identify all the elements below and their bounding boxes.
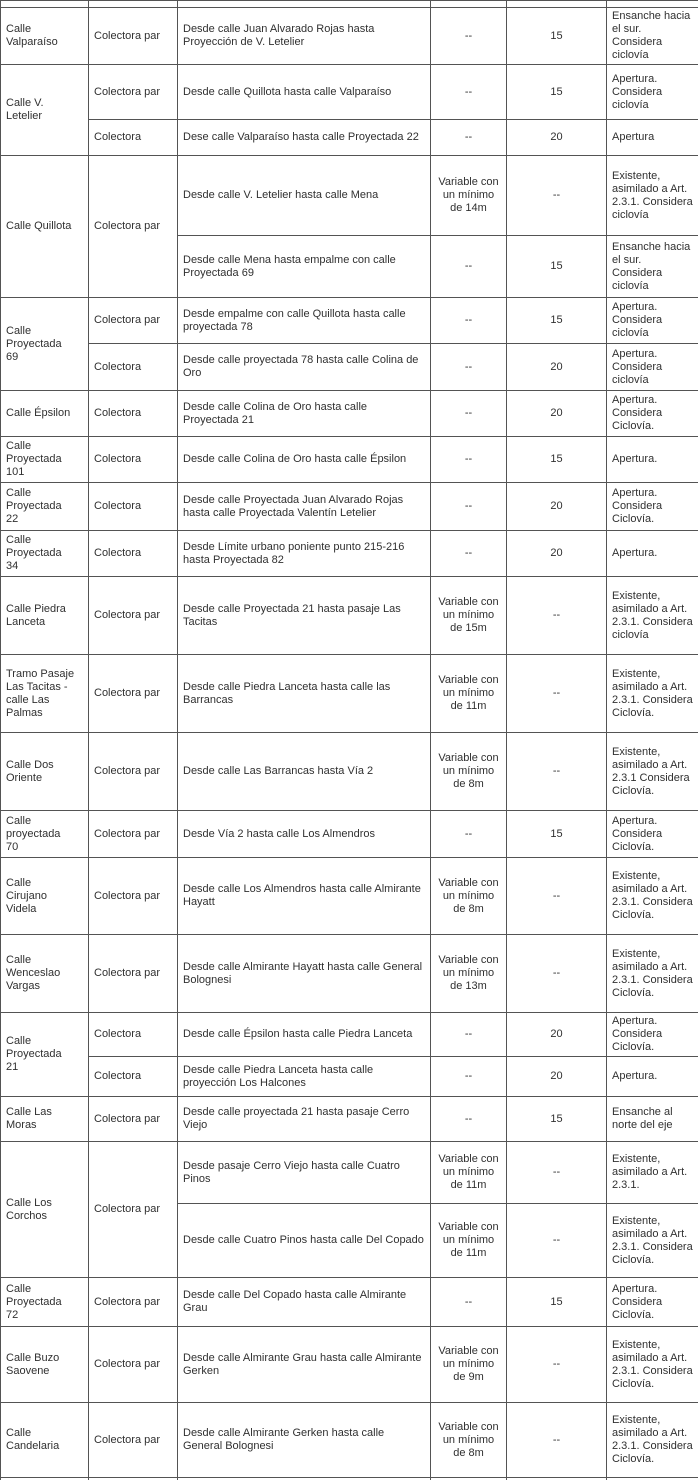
variable-width-cell: --: [431, 1278, 507, 1327]
observations-cell: Existente, asimilado a Art. 2.3.1. Considera Ciclovía.: [607, 1327, 698, 1403]
street-cell: Calle Dos Oriente: [1, 733, 89, 811]
observations-cell: Existente, asimilado a Art. 2.3.1. Considera Ciclovía.: [607, 858, 698, 935]
width-cell: --: [507, 156, 607, 236]
classification-cell: Colectora par: [89, 935, 178, 1013]
segment-cell: Desde calle Proyectada Juan Alvarado Rojas hasta calle Proyectada Valentín Letelier: [178, 483, 431, 531]
variable-width-cell: --: [431, 483, 507, 531]
width-cell: --: [507, 655, 607, 733]
table-row: [1, 483, 698, 531]
observations-cell: Apertura. Considera Ciclovía.: [607, 391, 698, 437]
observations-cell: Ensanche hacia el sur. Considera ciclovía: [607, 236, 698, 298]
table-row: [1, 1013, 698, 1057]
street-cell: Calle V. Letelier: [1, 65, 89, 156]
width-cell: 20: [507, 531, 607, 577]
street-cell: Calle Cirujano Videla: [1, 858, 89, 935]
segment-cell: Desde calle Quillota hasta calle Valparaíso: [178, 65, 431, 120]
segment-cell: Desde calle Almirante Gerken hasta calle General Bolognesi: [178, 1403, 431, 1478]
observations-cell: Existente, asimilado a Art. 2.3.1. Considera ciclovía: [607, 156, 698, 236]
observations-cell: Apertura.: [607, 1057, 698, 1097]
classification-cell: Colectora: [89, 1013, 178, 1057]
classification-cell: Colectora par: [89, 298, 178, 344]
observations-cell: Apertura: [607, 120, 698, 156]
table-row: [1, 120, 698, 156]
segment-cell: Desde calle Proyectada 21 hasta pasaje Las Tacitas: [178, 577, 431, 655]
observations-cell: Apertura. Considera ciclovía: [607, 344, 698, 391]
segment-cell: Desde calle Piedra Lanceta hasta calle proyección Los Halcones: [178, 1057, 431, 1097]
variable-width-cell: Variable con un mínimo de 8m: [431, 733, 507, 811]
width-cell: 15: [507, 437, 607, 483]
variable-width-cell: --: [431, 344, 507, 391]
table-row: [1, 1097, 698, 1142]
variable-width-cell: --: [431, 391, 507, 437]
table-row: [1, 1327, 698, 1403]
variable-width-cell: --: [431, 1013, 507, 1057]
classification-cell: Colectora par: [89, 1327, 178, 1403]
classification-cell: Colectora par: [89, 8, 178, 65]
segment-cell: Desde calle V. Letelier hasta calle Mena: [178, 156, 431, 236]
segment-cell: [178, 1, 431, 8]
variable-width-cell: Variable con un mínimo de 8m: [431, 1403, 507, 1478]
width-cell: 15: [507, 1097, 607, 1142]
variable-width-cell: [431, 1, 507, 8]
street-cell: Calle Los Corchos: [1, 1142, 89, 1278]
table-row: [1, 1057, 698, 1097]
classification-cell: Colectora: [89, 120, 178, 156]
observations-cell: Existente, asimilado a Art. 2.3.1. Considera ciclovía: [607, 577, 698, 655]
table-row: [1, 391, 698, 437]
observations-cell: [607, 1, 698, 8]
classification-cell: Colectora: [89, 531, 178, 577]
width-cell: --: [507, 1142, 607, 1204]
classification-cell: Colectora par: [89, 655, 178, 733]
width-cell: --: [507, 1327, 607, 1403]
table-row: [1, 298, 698, 344]
variable-width-cell: --: [431, 120, 507, 156]
segment-cell: Desde calle Mena hasta empalme con calle Proyectada 69: [178, 236, 431, 298]
table-row: [1, 858, 698, 935]
street-cell: [1, 1, 89, 8]
classification-cell: Colectora par: [89, 1097, 178, 1142]
width-cell: 20: [507, 344, 607, 391]
width-cell: --: [507, 858, 607, 935]
street-cell: Calle Épsilon: [1, 391, 89, 437]
observations-cell: Apertura. Considera Ciclovía.: [607, 483, 698, 531]
table-row: [1, 65, 698, 120]
observations-cell: Existente, asimilado a Art. 2.3.1.: [607, 1142, 698, 1204]
classification-cell: Colectora: [89, 437, 178, 483]
classification-cell: Colectora par: [89, 1278, 178, 1327]
classification-cell: Colectora par: [89, 65, 178, 120]
observations-cell: Existente, asimilado a Art. 2.3.1. Considera Ciclovía.: [607, 1204, 698, 1278]
street-cell: Calle Piedra Lanceta: [1, 577, 89, 655]
segment-cell: Desde calle Épsilon hasta calle Piedra Lanceta: [178, 1013, 431, 1057]
segment-cell: Desde calle Las Barrancas hasta Vía 2: [178, 733, 431, 811]
width-cell: --: [507, 1204, 607, 1278]
table-row: [1, 531, 698, 577]
street-cell: Calle Quillota: [1, 156, 89, 298]
classification-cell: Colectora par: [89, 577, 178, 655]
width-cell: 20: [507, 120, 607, 156]
width-cell: --: [507, 1403, 607, 1478]
width-cell: 15: [507, 1278, 607, 1327]
classification-cell: Colectora: [89, 391, 178, 437]
classification-cell: Colectora par: [89, 858, 178, 935]
table-row: [1, 1142, 698, 1204]
segment-cell: Desde calle Del Copado hasta calle Almirante Grau: [178, 1278, 431, 1327]
street-cell: Calle Las Moras: [1, 1097, 89, 1142]
segment-cell: Desde pasaje Cerro Viejo hasta calle Cuatro Pinos: [178, 1142, 431, 1204]
observations-cell: Apertura. Considera Ciclovía.: [607, 811, 698, 858]
classification-cell: Colectora par: [89, 1142, 178, 1278]
variable-width-cell: --: [431, 1097, 507, 1142]
classification-cell: [89, 1, 178, 8]
observations-cell: Apertura. Considera ciclovía: [607, 298, 698, 344]
street-cell: Calle Proyectada 34: [1, 531, 89, 577]
width-cell: 20: [507, 483, 607, 531]
width-cell: 15: [507, 811, 607, 858]
street-cell: Tramo Pasaje Las Tacitas - calle Las Palmas: [1, 655, 89, 733]
width-cell: --: [507, 577, 607, 655]
variable-width-cell: --: [431, 1057, 507, 1097]
observations-cell: Existente, asimilado a Art. 2.3.1. Considera Ciclovía.: [607, 1403, 698, 1478]
street-cell: Calle Valparaíso: [1, 8, 89, 65]
segment-cell: Desde Vía 2 hasta calle Los Almendros: [178, 811, 431, 858]
observations-cell: Existente, asimilado a Art. 2.3.1 Considera Ciclovía.: [607, 733, 698, 811]
variable-width-cell: Variable con un mínimo de 11m: [431, 655, 507, 733]
street-cell: Calle Proyectada 69: [1, 298, 89, 391]
variable-width-cell: Variable con un mínimo de 9m: [431, 1327, 507, 1403]
observations-cell: Apertura. Considera Ciclovía.: [607, 1278, 698, 1327]
observations-cell: Apertura. Considera ciclovía: [607, 65, 698, 120]
table-row: [1, 1278, 698, 1327]
street-cell: Calle Proyectada 72: [1, 1278, 89, 1327]
street-cell: Calle Proyectada 22: [1, 483, 89, 531]
variable-width-cell: --: [431, 8, 507, 65]
variable-width-cell: --: [431, 531, 507, 577]
table-row: [1, 577, 698, 655]
segment-cell: Desde calle Piedra Lanceta hasta calle las Barrancas: [178, 655, 431, 733]
street-cell: Calle Candelaria: [1, 1403, 89, 1478]
table-row: [1, 344, 698, 391]
segment-cell: Desde Límite urbano poniente punto 215-216 hasta Proyectada 82: [178, 531, 431, 577]
classification-cell: Colectora par: [89, 733, 178, 811]
observations-cell: Apertura.: [607, 437, 698, 483]
width-cell: 20: [507, 1057, 607, 1097]
variable-width-cell: Variable con un mínimo de 11m: [431, 1204, 507, 1278]
street-cell: Calle Proyectada 101: [1, 437, 89, 483]
variable-width-cell: --: [431, 811, 507, 858]
segment-cell: Desde calle Colina de Oro hasta calle Proyectada 21: [178, 391, 431, 437]
variable-width-cell: Variable con un mínimo de 15m: [431, 577, 507, 655]
classification-cell: Colectora: [89, 1057, 178, 1097]
table-row: [1, 935, 698, 1013]
variable-width-cell: --: [431, 298, 507, 344]
segment-cell: Desde calle proyectada 78 hasta calle Colina de Oro: [178, 344, 431, 391]
variable-width-cell: --: [431, 437, 507, 483]
observations-cell: Apertura.: [607, 531, 698, 577]
classification-cell: Colectora par: [89, 1403, 178, 1478]
observations-cell: Ensanche al norte del eje: [607, 1097, 698, 1142]
table-row: [1, 437, 698, 483]
width-cell: 15: [507, 8, 607, 65]
width-cell: [507, 1, 607, 8]
street-cell: Calle Buzo Saovene: [1, 1327, 89, 1403]
observations-cell: Ensanche hacia el sur. Considera ciclovía: [607, 8, 698, 65]
observations-cell: Existente, asimilado a Art. 2.3.1. Considera Ciclovía.: [607, 655, 698, 733]
width-cell: 20: [507, 391, 607, 437]
segment-cell: Desde calle Cuatro Pinos hasta calle Del Copado: [178, 1204, 431, 1278]
classification-cell: Colectora par: [89, 156, 178, 298]
segment-cell: Dese calle Valparaíso hasta calle Proyectada 22: [178, 120, 431, 156]
table-row: [1, 1403, 698, 1478]
segment-cell: Desde calle Colina de Oro hasta calle Épsilon: [178, 437, 431, 483]
variable-width-cell: Variable con un mínimo de 11m: [431, 1142, 507, 1204]
classification-cell: Colectora: [89, 344, 178, 391]
variable-width-cell: --: [431, 236, 507, 298]
street-cell: Calle Proyectada 21: [1, 1013, 89, 1097]
classification-cell: Colectora par: [89, 811, 178, 858]
variable-width-cell: Variable con un mínimo de 8m: [431, 858, 507, 935]
variable-width-cell: Variable con un mínimo de 13m: [431, 935, 507, 1013]
variable-width-cell: Variable con un mínimo de 14m: [431, 156, 507, 236]
street-cell: Calle Wenceslao Vargas: [1, 935, 89, 1013]
street-cell: Calle proyectada 70: [1, 811, 89, 858]
observations-cell: Existente, asimilado a Art. 2.3.1. Considera Ciclovía.: [607, 935, 698, 1013]
classification-cell: Colectora: [89, 483, 178, 531]
width-cell: 15: [507, 298, 607, 344]
width-cell: --: [507, 733, 607, 811]
table-row: [1, 811, 698, 858]
segment-cell: Desde calle Almirante Grau hasta calle Almirante Gerken: [178, 1327, 431, 1403]
table-row: [1, 733, 698, 811]
segment-cell: Desde empalme con calle Quillota hasta calle proyectada 78: [178, 298, 431, 344]
width-cell: 15: [507, 65, 607, 120]
width-cell: 15: [507, 236, 607, 298]
width-cell: --: [507, 935, 607, 1013]
segment-cell: Desde calle Juan Alvarado Rojas hasta Proyección de V. Letelier: [178, 8, 431, 65]
width-cell: 20: [507, 1013, 607, 1057]
table-row: [1, 8, 698, 65]
variable-width-cell: --: [431, 65, 507, 120]
observations-cell: Apertura. Considera Ciclovía.: [607, 1013, 698, 1057]
table-row: [1, 655, 698, 733]
table-row: [1, 1, 698, 8]
segment-cell: Desde calle Almirante Hayatt hasta calle General Bolognesi: [178, 935, 431, 1013]
segment-cell: Desde calle proyectada 21 hasta pasaje Cerro Viejo: [178, 1097, 431, 1142]
table-row: [1, 156, 698, 236]
table-body: [1, 1, 698, 1480]
segment-cell: Desde calle Los Almendros hasta calle Almirante Hayatt: [178, 858, 431, 935]
